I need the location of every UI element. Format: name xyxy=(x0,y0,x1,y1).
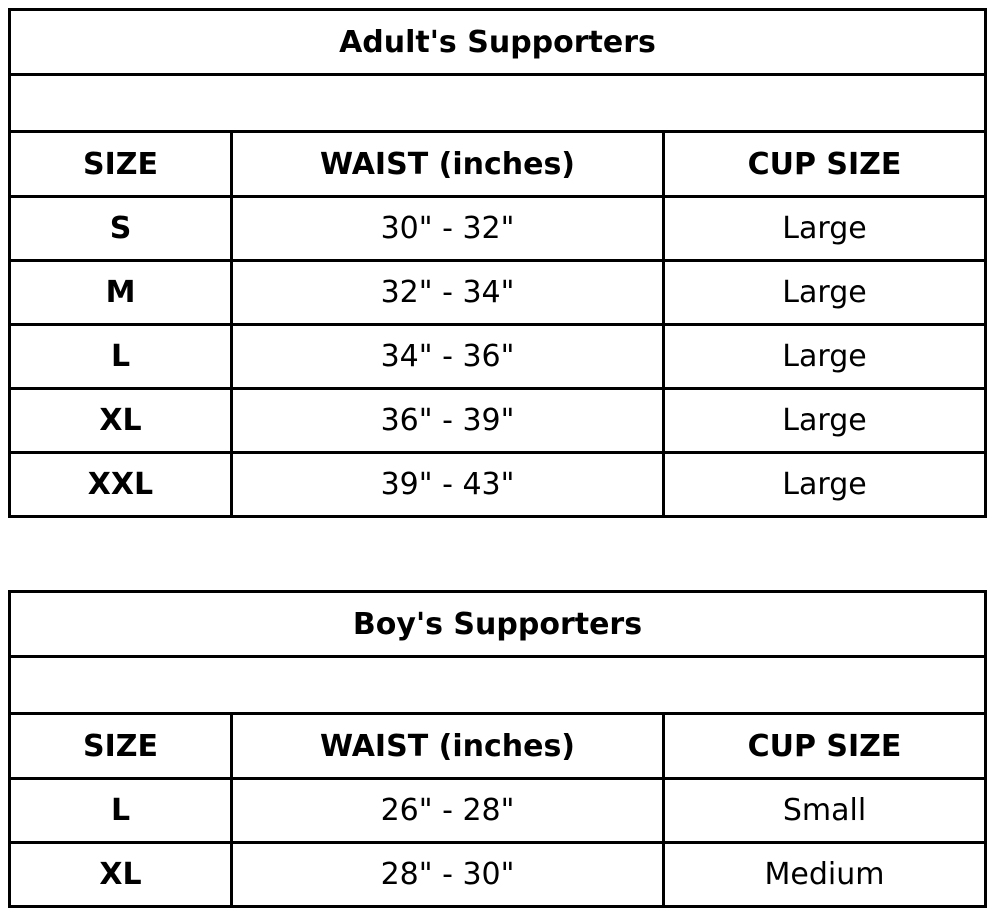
adults-row-1-waist: 32" - 34" xyxy=(232,261,664,325)
adults-row-3-cup: Large xyxy=(664,389,986,453)
boys-header-cup-size: CUP SIZE xyxy=(664,714,986,779)
adults-header-waist: WAIST (inches) xyxy=(232,132,664,197)
adults-row-1-size: M xyxy=(10,261,232,325)
table-spacer-row xyxy=(10,75,986,132)
adults-row-0-cup: Large xyxy=(664,197,986,261)
adults-row-3-waist: 36" - 39" xyxy=(232,389,664,453)
adults-row-2-waist: 34" - 36" xyxy=(232,325,664,389)
table-header-row xyxy=(10,132,986,197)
table-title-row xyxy=(10,592,986,657)
adults-row-4-waist: 39" - 43" xyxy=(232,453,664,517)
boys-table-spacer xyxy=(10,657,986,714)
table-row xyxy=(10,779,986,843)
adults-row-3-size: XL xyxy=(10,389,232,453)
adults-row-2-size: L xyxy=(10,325,232,389)
table-row xyxy=(10,389,986,453)
table-row xyxy=(10,197,986,261)
adults-row-2-cup: Large xyxy=(664,325,986,389)
boys-supporters-table xyxy=(8,590,987,908)
adults-row-1-cup: Large xyxy=(664,261,986,325)
boys-header-waist: WAIST (inches) xyxy=(232,714,664,779)
adults-header-cup-size: CUP SIZE xyxy=(664,132,986,197)
boys-row-1-size: XL xyxy=(10,843,232,907)
adults-row-4-cup: Large xyxy=(664,453,986,517)
table-row xyxy=(10,325,986,389)
table-row xyxy=(10,453,986,517)
adults-table-title: Adult's Supporters xyxy=(10,10,986,75)
adults-row-0-size: S xyxy=(10,197,232,261)
adults-row-4-size: XXL xyxy=(10,453,232,517)
boys-table-title: Boy's Supporters xyxy=(10,592,986,657)
table-spacer-row xyxy=(10,657,986,714)
table-title-row xyxy=(10,10,986,75)
boys-row-1-cup: Medium xyxy=(664,843,986,907)
boys-row-0-cup: Small xyxy=(664,779,986,843)
boys-header-size: SIZE xyxy=(10,714,232,779)
boys-row-0-size: L xyxy=(10,779,232,843)
table-header-row xyxy=(10,714,986,779)
table-row xyxy=(10,843,986,907)
table-row xyxy=(10,261,986,325)
adults-table-spacer xyxy=(10,75,986,132)
adults-row-0-waist: 30" - 32" xyxy=(232,197,664,261)
boys-row-0-waist: 26" - 28" xyxy=(232,779,664,843)
boys-row-1-waist: 28" - 30" xyxy=(232,843,664,907)
adults-supporters-table xyxy=(8,8,987,518)
adults-header-size: SIZE xyxy=(10,132,232,197)
